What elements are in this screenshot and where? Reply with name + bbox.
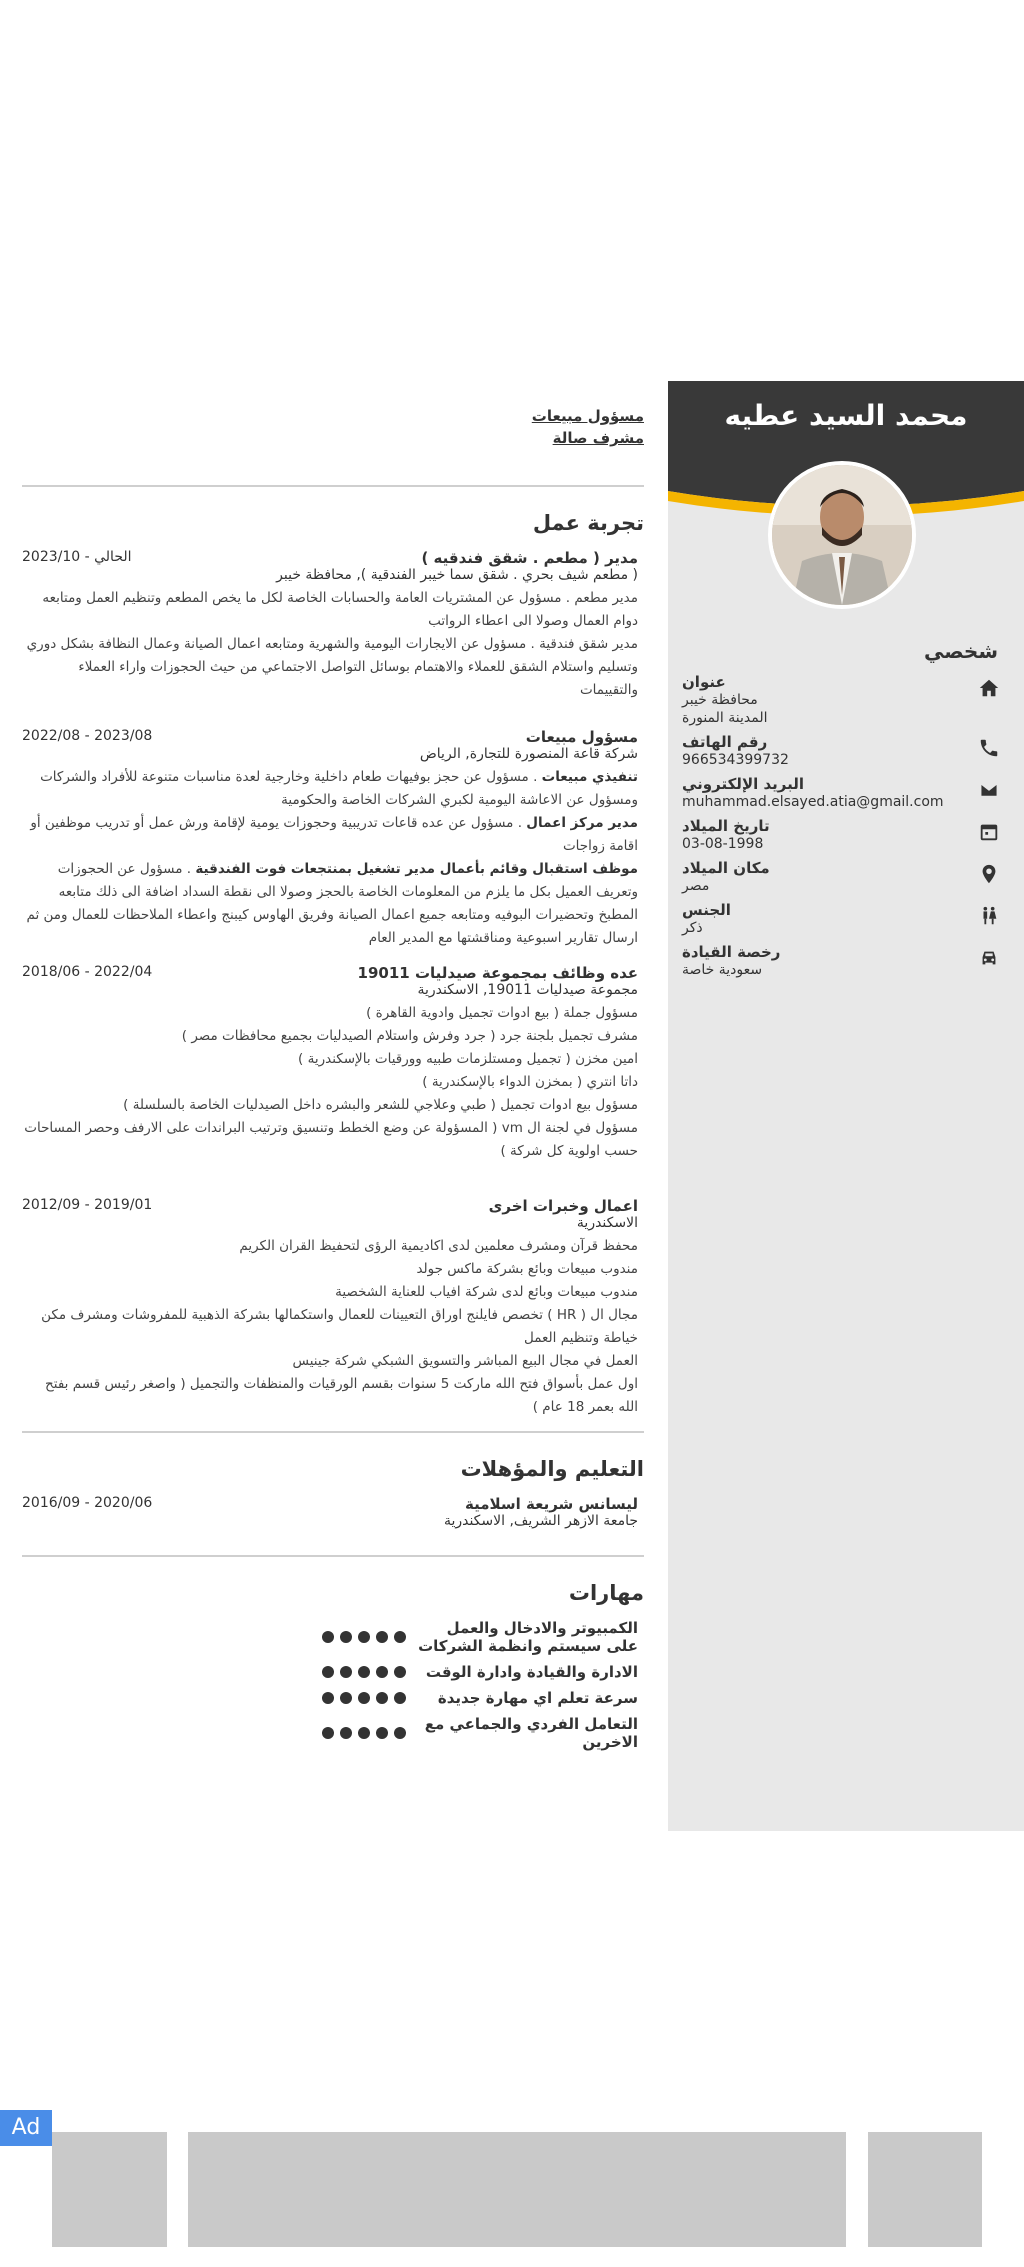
skill-rating-dot (340, 1666, 352, 1678)
job-description-line: العمل في مجال البيع المباشر والتسويق الشبكي شركة جينيس (292, 1353, 638, 1369)
job-role-bold: تنفيذي مبيعات (541, 769, 638, 785)
job-description (22, 1002, 644, 1163)
info-label: البريد الإلكتروني (682, 775, 804, 793)
experience-section-title: تجربة عمل (532, 511, 644, 535)
skill-rating (316, 1692, 406, 1704)
job-company: الاسكندرية (576, 1215, 638, 1231)
info-label: تاريخ الميلاد (682, 817, 770, 835)
education-degree: ليسانس شريعة اسلامية (465, 1495, 638, 1513)
section-divider (22, 1555, 644, 1557)
skill-item (22, 1689, 644, 1707)
skill-item (22, 1715, 644, 1751)
info-value: مصر (682, 878, 710, 894)
full-name: محمد السيد عطيه (724, 399, 968, 432)
skill-rating-dot (322, 1631, 334, 1643)
skill-rating-dot (376, 1666, 388, 1678)
job-description-line: مسؤول جملة ( بيع ادوات تجميل وادوية القاهرة ) (366, 1005, 638, 1021)
job-role-text: . مسؤول عن الحجوزات وتعريف العميل بكل ما يلزم من المعلومات الخاصة بالحجز وصولا الى نقطة السداد اضافة الى ذلك متابعه المطبخ وتحضيرات البوفيه ومتابعه جميع اعمال الصيانة وفريق الهاوس كيبنج واعطاء الملاحظات للعمال ومن ثم ارسال تقارير اسبوعية ومناقشتها مع المدير العام (26, 861, 638, 946)
skill-rating-dot (340, 1727, 352, 1739)
info-phone (682, 733, 1002, 769)
skill-rating-dot (358, 1727, 370, 1739)
ad-slot[interactable] (52, 2132, 167, 2247)
job-date: 2012/09 - 2019/01 (22, 1197, 153, 1213)
skill-item (22, 1663, 644, 1681)
section-divider (22, 485, 644, 487)
personal-info-list (682, 673, 1002, 985)
car-icon (976, 947, 1002, 969)
section-divider (22, 1431, 644, 1433)
info-birthdate (682, 817, 1002, 853)
info-email (682, 775, 1002, 811)
home-icon (976, 677, 1002, 699)
education-date: 2016/09 - 2020/06 (22, 1495, 153, 1511)
info-value: محافظة خيبر (682, 692, 758, 708)
skills-list (22, 1619, 644, 1751)
job-description-line: مجال ال ( HR ) تخصص فايلنج اوراق التعيينات للعمال واستكمالها بشركة الذهبية للمفروشات ومشرف مكن خياطة وتنظيم العمل (41, 1307, 638, 1346)
job-role-bold: موظف استقبال وقائم بأعمال مدير تشغيل بمنتجعات فوت الفندقية (195, 861, 638, 877)
info-label: رخصة القيادة (682, 943, 781, 961)
education-school: جامعة الازهر الشريف, الاسكندرية (443, 1513, 638, 1529)
skill-rating-dot (394, 1631, 406, 1643)
skill-name: الكمبيوتر والادخال والعمل على سيستم وانظمة الشركات (418, 1619, 638, 1655)
job-description-line (22, 766, 638, 812)
skill-rating-dot (322, 1666, 334, 1678)
job-description-line: مندوب مبيعات وبائع بشركة ماكس جولد (416, 1261, 638, 1277)
skill-name: الادارة والقيادة وادارة الوقت (425, 1663, 638, 1681)
calendar-icon (976, 821, 1002, 843)
job-title: اعمال وخبرات اخرى (488, 1197, 638, 1215)
job-description-line: مسؤول في لجنة ال vm ( المسؤولة عن وضع الخطط وتنسيق وترتيب البراندات على الارفف وحصر المساحات حسب اولوية كل شركة ) (24, 1120, 638, 1159)
info-value: سعودية خاصة (682, 962, 763, 978)
info-gender (682, 901, 1002, 937)
skill-rating-dot (376, 1727, 388, 1739)
skill-rating-dot (394, 1666, 406, 1678)
job-description-line: مندوب مبيعات وبائع لدى شركة افياب للعناية الشخصية (335, 1284, 638, 1300)
job-date: 2018/06 - 2022/04 (22, 964, 153, 980)
job-entry (22, 728, 644, 950)
skill-rating-dot (322, 1727, 334, 1739)
skill-item (22, 1619, 644, 1655)
education-entry (22, 1495, 644, 1529)
gender-icon (976, 905, 1002, 927)
info-value: 03-08-1998 (682, 836, 764, 852)
job-date: 2023/10 - الحالي (22, 549, 132, 565)
job-company: شركة قاعة المنصورة للتجارة, الرياض (419, 746, 638, 762)
job-entry (22, 549, 644, 702)
job-role-text: . مسؤول عن حجز بوفيهات طعام داخلية وخارجية لعدة مناسبات متنوعة للأفراد والشركات ومسؤول عن الاعاشة اليومية لكبري الشركات الخاصة والحكومية (40, 769, 638, 808)
job-role-text: . مسؤول عن عده قاعات تدريبية وحجوزات يومية لإقامة ورش عمل أو تدريب موظفين أو اقامة زواجات (30, 815, 638, 854)
skill-rating (316, 1727, 406, 1739)
info-value: ذكر (682, 920, 703, 936)
skill-rating-dot (394, 1727, 406, 1739)
job-company: ( مطعم شيف بحري . شقق سما خيبر الفندقية ), محافظة خيبر (276, 567, 638, 583)
skill-name: سرعة تعلم اي مهارة جديدة (437, 1689, 638, 1707)
job-description-line: داتا انتري ( بمخزن الدواء بالإسكندرية ) (422, 1074, 638, 1090)
job-description-line: اول عمل بأسواق فتح الله ماركت 5 سنوات بقسم الورقيات والمنظفات والتجميل ( واصغر رئيس قسم بفتح الله بعمر 18 عام ) (45, 1376, 638, 1415)
job-description-line (22, 812, 638, 858)
skill-rating-dot (394, 1692, 406, 1704)
skill-rating-dot (376, 1631, 388, 1643)
job-company: مجموعة صيدليات 19011, الاسكندرية (417, 982, 638, 998)
job-description (22, 766, 644, 950)
skill-rating-dot (376, 1692, 388, 1704)
job-entry (22, 1197, 644, 1419)
ad-slot[interactable] (868, 2132, 982, 2247)
email-icon (976, 779, 1002, 801)
job-entry (22, 964, 644, 1163)
headline: مسؤول مبيعات (531, 407, 644, 425)
job-description-line: مدير مطعم . مسؤول عن المشتريات العامة والحسابات الخاصة لكل ما يخص المطعم وتنظيم العمل ومتابعه دوام العمال وصولا الى اعطاء الرواتب (42, 590, 638, 629)
info-driving-license (682, 943, 1002, 979)
location-pin-icon (976, 863, 1002, 885)
job-description (22, 1235, 644, 1419)
info-label: مكان الميلاد (682, 859, 770, 877)
skill-rating-dot (358, 1692, 370, 1704)
skill-name: التعامل الفردي والجماعي مع الاخرين (424, 1715, 638, 1751)
skill-rating-dot (340, 1692, 352, 1704)
job-description-line: مشرف تجميل بلجنة جرد ( جرد وفرش واستلام الصيدليات بجميع محافظات مصر ) (181, 1028, 638, 1044)
skill-rating (316, 1666, 406, 1678)
job-description (22, 587, 644, 702)
info-address (682, 673, 1002, 727)
info-value: المدينة المنورة (682, 710, 768, 726)
personal-section-title: شخصي (923, 639, 998, 663)
job-title: عده وظائف بمجموعة صيدليات 19011 (357, 964, 638, 982)
sidebar (668, 381, 1024, 1831)
ad-slot[interactable] (188, 2132, 846, 2247)
job-description-line (22, 858, 638, 950)
job-role-bold: مدير مركز اعمال (526, 815, 638, 831)
info-birthplace (682, 859, 1002, 895)
education-section-title: التعليم والمؤهلات (460, 1457, 644, 1481)
info-label: الجنس (682, 901, 731, 919)
job-description-line: مدير شقق فندقية . مسؤول عن الايجارات اليومية والشهرية ومتابعه اعمال الصيانة وعمال النظافة بشكل دوري وتسليم واستلام الشقق للعملاء والاهتمام بوسائل التواصل الاجتماعي من حيث الحجوزات واراء العملاء والتقييمات (26, 636, 638, 698)
info-value: 966534399732 (682, 752, 789, 768)
job-description-line: محفظ قرآن ومشرف معلمين لدى اكاديمية الرؤى لتحفيظ القران الكريم (239, 1238, 638, 1254)
job-date: 2022/08 - 2023/08 (22, 728, 153, 744)
skill-rating-dot (358, 1631, 370, 1643)
job-description-line: امين مخزن ( تجميل ومستلزمات طبيه وورقيات بالإسكندرية ) (298, 1051, 638, 1067)
job-title: مدير ( مطعم . شقق فندقيه ) (421, 549, 638, 567)
skills-section-title: مهارات (568, 1581, 644, 1605)
ad-label[interactable]: Ad (0, 2110, 52, 2146)
headline: مشرف صالة (552, 429, 644, 447)
skill-rating (316, 1631, 406, 1643)
job-description-line: مسؤول بيع ادوات تجميل ( طبي وعلاجي للشعر والبشره داخل الصيدليات الخاصة بالسلسلة ) (123, 1097, 638, 1113)
main-content (22, 405, 644, 1759)
skill-rating-dot (340, 1631, 352, 1643)
info-value[interactable]: muhammad.elsayed.atia@gmail.com (682, 794, 944, 810)
phone-icon (976, 737, 1002, 759)
info-label: عنوان (682, 673, 726, 691)
info-label: رقم الهاتف (682, 733, 768, 751)
job-title: مسؤول مبيعات (525, 728, 638, 746)
skill-rating-dot (358, 1666, 370, 1678)
skill-rating-dot (322, 1692, 334, 1704)
avatar (768, 461, 916, 609)
